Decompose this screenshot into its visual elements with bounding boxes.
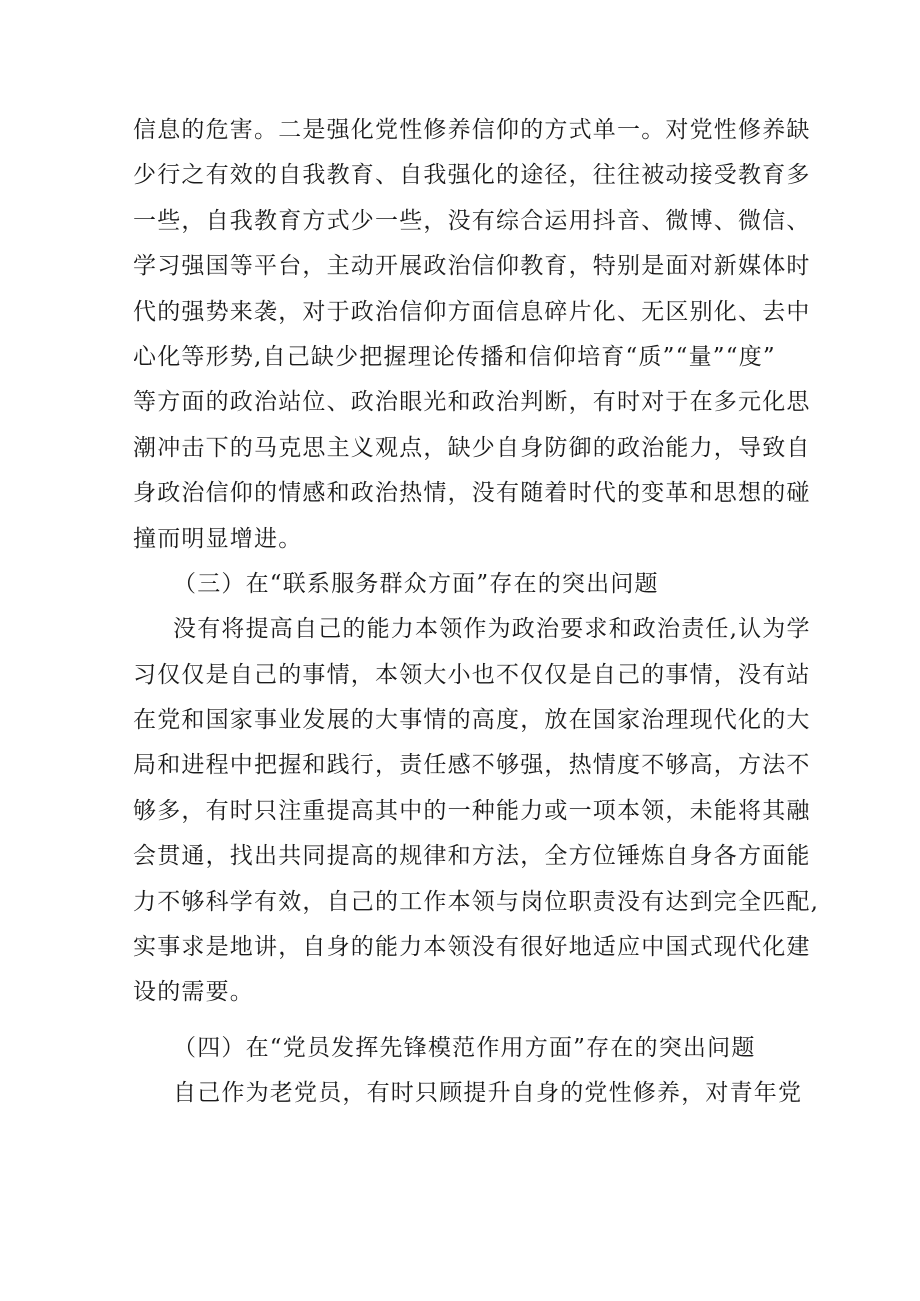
section-three-paragraph [133, 607, 820, 1016]
text-line: 一些，自我教育方式少一些，没有综合运用抖音、微博、微信、 [133, 207, 811, 234]
text-line: 学习强国等平台，主动开展政治信仰教育，特别是面对新媒体时 [133, 253, 811, 280]
text-line: 会贯通，找出共同提高的规律和方法，全方位锤炼自身各方面能 [133, 843, 811, 870]
document-body [133, 108, 820, 1117]
text-line: 等方面的政治站位、政治眼光和政治判断，有时对于在多元化思 [133, 389, 811, 416]
text-line: 设的需要。 [133, 979, 254, 1006]
text-line: 心化等形势,自己缺少把握理论传播和信仰培育“质”“量”“度” [133, 343, 776, 370]
text-line: 习仅仅是自己的事情，本领大小也不仅仅是自己的事情，没有站 [133, 661, 811, 688]
text-line: 自己作为老党员，有时只顾提升自身的党性修养，对青年党 [173, 1080, 803, 1107]
text-line: 够多，有时只注重提高其中的一种能力或一项本领，未能将其融 [133, 797, 811, 824]
text-line: 少行之有效的自我教育、自我强化的途径，往往被动接受教育多 [133, 162, 811, 189]
text-line: 局和进程中把握和践行，责任感不够强，热情度不够高，方法不 [133, 752, 811, 779]
paragraph-continued [133, 108, 811, 562]
text-line: 实事求是地讲，自身的能力本领没有很好地适应中国式现代化建 [133, 934, 811, 961]
text-line: 身政治信仰的情感和政治热情，没有随着时代的变革和思想的碰 [133, 480, 811, 507]
text-line: 代的强势来袭，对于政治信仰方面信息碎片化、无区别化、去中 [133, 298, 811, 325]
section-three-heading: （三）在“联系服务群众方面”存在的突出问题 [173, 570, 659, 597]
section-four-heading: （四）在“党员发挥先锋模范作用方面”存在的突出问题 [173, 1034, 756, 1061]
section-four-paragraph [133, 1071, 803, 1116]
spacer [133, 1016, 793, 1026]
text-line: 撞而明显增进。 [133, 525, 303, 552]
text-line: 潮冲击下的马克思主义观点，缺少自身防御的政治能力，导致自 [133, 434, 811, 461]
text-line: 在党和国家事业发展的大事情的高度，放在国家治理现代化的大 [133, 707, 811, 734]
text-line: 信息的危害。二是强化党性修养信仰的方式单一。对党性修养缺 [133, 117, 811, 143]
text-line: 力不够科学有效，自己的工作本领与岗位职责没有达到完全匹配, [133, 888, 820, 915]
text-line: 没有将提高自己的能力本领作为政治要求和政治责任,认为学 [173, 616, 811, 643]
